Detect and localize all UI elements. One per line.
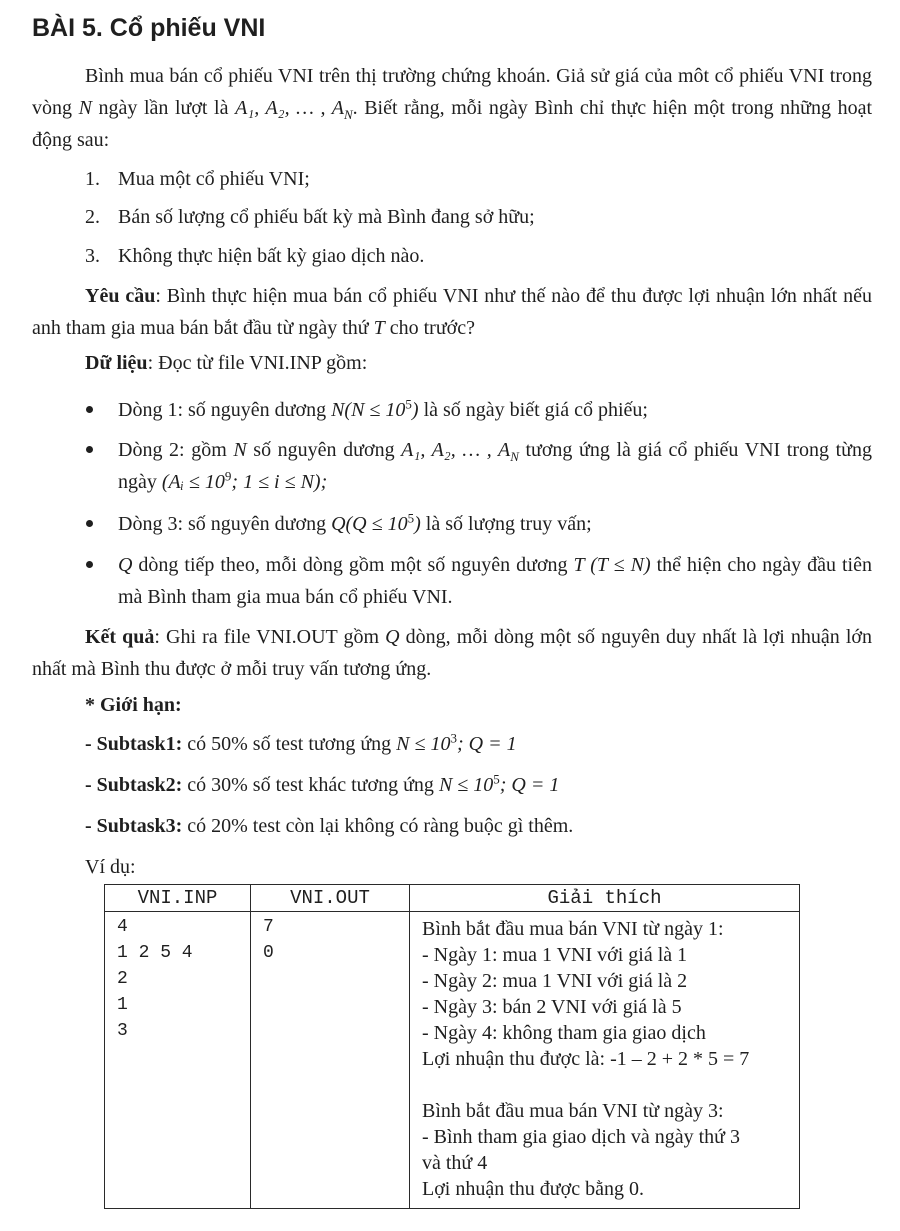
example-table bbox=[104, 884, 800, 1209]
subtask-1: - Subtask1: có 50% số test tương ứng $N \le 10^3$; Q = 1 bbox=[85, 730, 517, 755]
table-header-row bbox=[105, 885, 800, 912]
input-line: 1 2 5 4 bbox=[117, 943, 193, 963]
explanation-line: - Ngày 4: không tham gia giao dịch bbox=[422, 1022, 706, 1044]
input-cell bbox=[105, 912, 251, 1209]
explanation-line: Lợi nhuận thu được là: -1 – 2 + 2 * 5 = 7 bbox=[422, 1048, 750, 1070]
output-line: 7 bbox=[263, 917, 274, 937]
input-line: 4 bbox=[117, 917, 128, 937]
output-line: 0 bbox=[263, 943, 274, 963]
subtask-2: - Subtask2: có 30% số test khác tương ứng $N \le 10^5$; Q = 1 bbox=[85, 771, 560, 796]
intro-paragraph: Bình mua bán cổ phiếu VNI trên thị trường chứng khoán. Giả sử giá của môt cổ phiếu VNI trong vòng N ngày lần lượt là A₁, A₂, … , $A_N$. Biết rằng, mỗi ngày Bình chỉ thực hiện một trong những hoạt động sau: bbox=[32, 65, 872, 151]
output-cell bbox=[251, 912, 410, 1209]
input-line-3: Dòng 3: số nguyên dương $Q(Q \le 10^5)$ là số lượng truy vấn; bbox=[85, 508, 872, 540]
explanation-cell bbox=[410, 912, 800, 1209]
explanation-line: - Ngày 2: mua 1 VNI với giá là 2 bbox=[422, 970, 688, 992]
output-paragraph: Kết quả: Ghi ra file VNI.OUT gồm Q dòng, mỗi dòng một số nguyên duy nhất là lợi nhuận lớn nhất mà Bình thu được ở mỗi truy vấn tương ứng. bbox=[32, 626, 873, 680]
explanation-line: Lợi nhuận thu được bằng 0. bbox=[422, 1178, 644, 1200]
requirement-paragraph: Yêu cầu: Bình thực hiện mua bán cổ phiếu VNI như thế nào để thu được lợi nhuận lớn nhất nếu anh tham gia mua bán bắt đầu từ ngày thứ T cho trước? bbox=[32, 285, 872, 339]
example-label: Ví dụ: bbox=[85, 856, 136, 878]
input-line-2: Dòng 2: gồm N số nguyên dương A₁, A₂, … , $A_N$ tương ứng là giá cổ phiếu VNI trong từng ngày (Aᵢ ≤ $10^9$; 1 ≤ i ≤ N); bbox=[85, 434, 872, 498]
bullet-icon bbox=[86, 520, 93, 527]
column-header-input: VNI.INP bbox=[105, 885, 251, 912]
action-item-2: 2. Bán số lượng cổ phiếu bất kỳ mà Bình đang sở hữu; bbox=[85, 206, 535, 228]
action-item-1: 1. Mua một cổ phiếu VNI; bbox=[85, 168, 310, 190]
limits-heading: * Giới hạn: bbox=[85, 694, 182, 716]
input-heading: Dữ liệu: Đọc từ file VNI.INP gồm: bbox=[85, 352, 368, 374]
bullet-icon bbox=[86, 406, 93, 413]
subtask-3: - Subtask3: có 20% test còn lại không có ràng buộc gì thêm. bbox=[85, 815, 574, 837]
explanation-line: Bình bắt đầu mua bán VNI từ ngày 3: bbox=[422, 1100, 724, 1122]
action-item-3: 3. Không thực hiện bất kỳ giao dịch nào. bbox=[85, 245, 425, 267]
explanation-line: Bình bắt đầu mua bán VNI từ ngày 1: bbox=[422, 918, 724, 940]
explanation-line: - Ngày 1: mua 1 VNI với giá là 1 bbox=[422, 944, 688, 966]
explanation-line: - Bình tham gia giao dịch và ngày thứ 3 bbox=[422, 1126, 740, 1148]
input-line-4: Q dòng tiếp theo, mỗi dòng gồm một số nguyên dương T (T ≤ N) thể hiện cho ngày đầu tiên mà Bình tham gia mua bán cổ phiếu VNI. bbox=[85, 549, 872, 613]
page-title: BÀI 5. Cổ phiếu VNI bbox=[32, 14, 266, 42]
column-header-output: VNI.OUT bbox=[251, 885, 410, 912]
table-row bbox=[105, 912, 800, 1209]
bullet-icon bbox=[86, 561, 93, 568]
explanation-line: và thứ 4 bbox=[422, 1152, 488, 1174]
bullet-icon bbox=[86, 446, 93, 453]
input-line: 3 bbox=[117, 1021, 128, 1041]
column-header-explanation: Giải thích bbox=[410, 885, 800, 912]
input-line-1: Dòng 1: số nguyên dương $N(N \le 10^5)$ là số ngày biết giá cổ phiếu; bbox=[85, 394, 872, 426]
input-line: 2 bbox=[117, 969, 128, 989]
explanation-line: - Ngày 3: bán 2 VNI với giá là 5 bbox=[422, 996, 682, 1018]
input-line: 1 bbox=[117, 995, 128, 1015]
